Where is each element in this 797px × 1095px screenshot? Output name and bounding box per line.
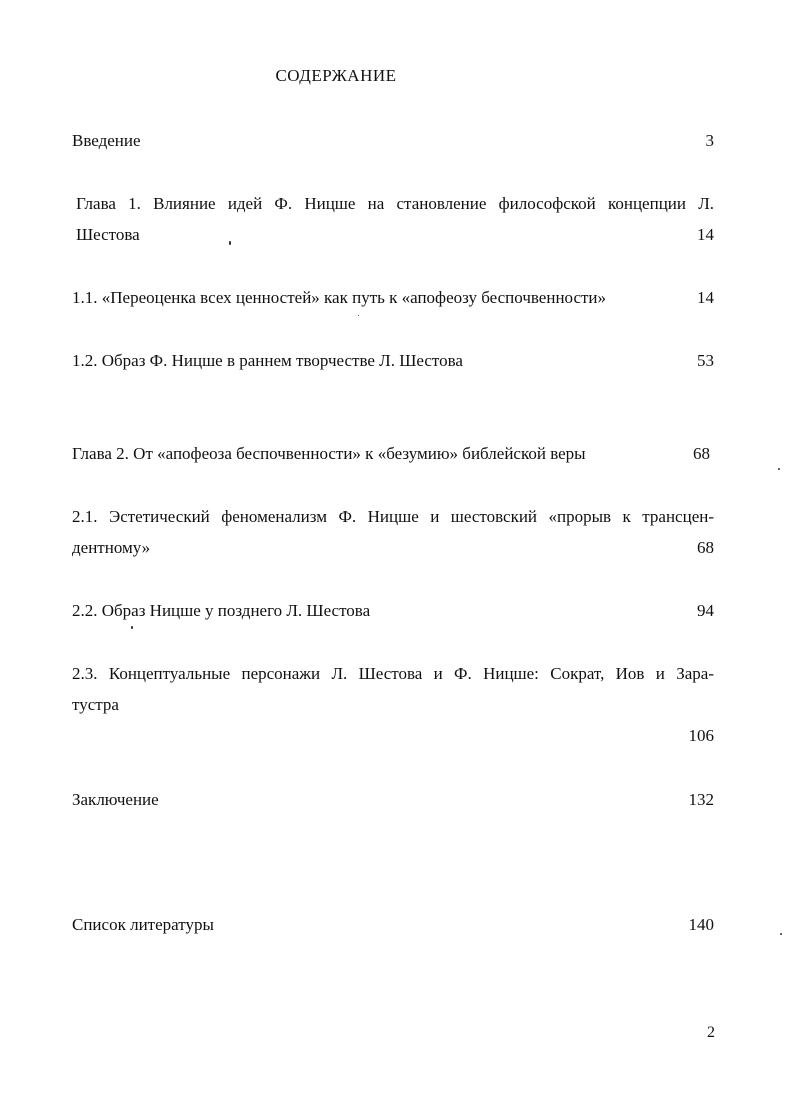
- scan-speck: [778, 468, 780, 470]
- toc-entry-label: Введение: [72, 131, 141, 150]
- toc-entry-page: 68: [693, 444, 710, 463]
- toc-entry-section-1-2: [72, 345, 714, 376]
- toc-entry-label: Заключение: [72, 790, 159, 809]
- toc-entry-page: 140: [688, 915, 714, 934]
- toc-entry-chapter-1: [76, 188, 714, 250]
- scan-speck: [229, 241, 231, 245]
- toc-entry-page: 68: [697, 538, 714, 557]
- toc-entry-section-2-1: [72, 501, 714, 563]
- toc-entry-label-line1: 2.3. Концептуальные персонажи Л. Шестова и Ф. Ницше: Сократ, Иов и Зара-: [72, 664, 714, 683]
- scan-speck: [780, 933, 782, 935]
- toc-entry-page: 94: [697, 601, 714, 620]
- toc-entry-section-2-3: [72, 658, 714, 751]
- toc-entry-label: 1.1. «Переоценка всех ценностей» как путь к «апофеозу беспочвенности»: [72, 288, 607, 307]
- toc-entry-label-line1: Глава 1. Влияние идей Ф. Ницше на становление философской концепции Л.: [76, 194, 714, 213]
- toc-entry-chapter-2: [72, 438, 710, 469]
- toc-entry-section-1-1: [72, 282, 714, 313]
- scan-speck: [358, 315, 359, 316]
- toc-entry-label-line2: дентному»: [72, 538, 151, 557]
- toc-entry-label: 1.2. Образ Ф. Ницше в раннем творчестве Л. Шестова: [72, 351, 463, 370]
- toc-entry-label: 2.2. Образ Ницше у позднего Л. Шестова: [72, 601, 371, 620]
- page-number: 2: [707, 1024, 715, 1041]
- page-title: СОДЕРЖАНИЕ: [275, 66, 397, 85]
- toc-entry-page: 132: [688, 790, 714, 809]
- toc-entry-bibliography: [72, 909, 714, 940]
- toc-entry-section-2-2: [72, 595, 714, 626]
- toc-entry-page: 14: [697, 288, 714, 307]
- toc-entry-label: Список литературы: [72, 915, 214, 934]
- toc-entry-label: Глава 2. От «апофеоза беспочвенности» к «безумию» библейской веры: [72, 444, 586, 463]
- toc-entry-intro: [72, 125, 714, 156]
- scan-speck: [131, 626, 133, 629]
- toc-entry-page: 14: [697, 225, 714, 244]
- toc-entry-label-line2: тустра: [72, 695, 119, 714]
- toc-entry-page: 53: [697, 351, 714, 370]
- toc-entry-conclusion: [72, 784, 714, 815]
- toc-entry-label-line1: 2.1. Эстетический феноменализм Ф. Ницше и шестовский «прорыв к трансцен-: [72, 507, 714, 526]
- toc-entry-label-line2: Шестова: [76, 225, 140, 244]
- toc-entry-page: 106: [688, 726, 714, 745]
- toc-entry-page: 3: [705, 131, 714, 150]
